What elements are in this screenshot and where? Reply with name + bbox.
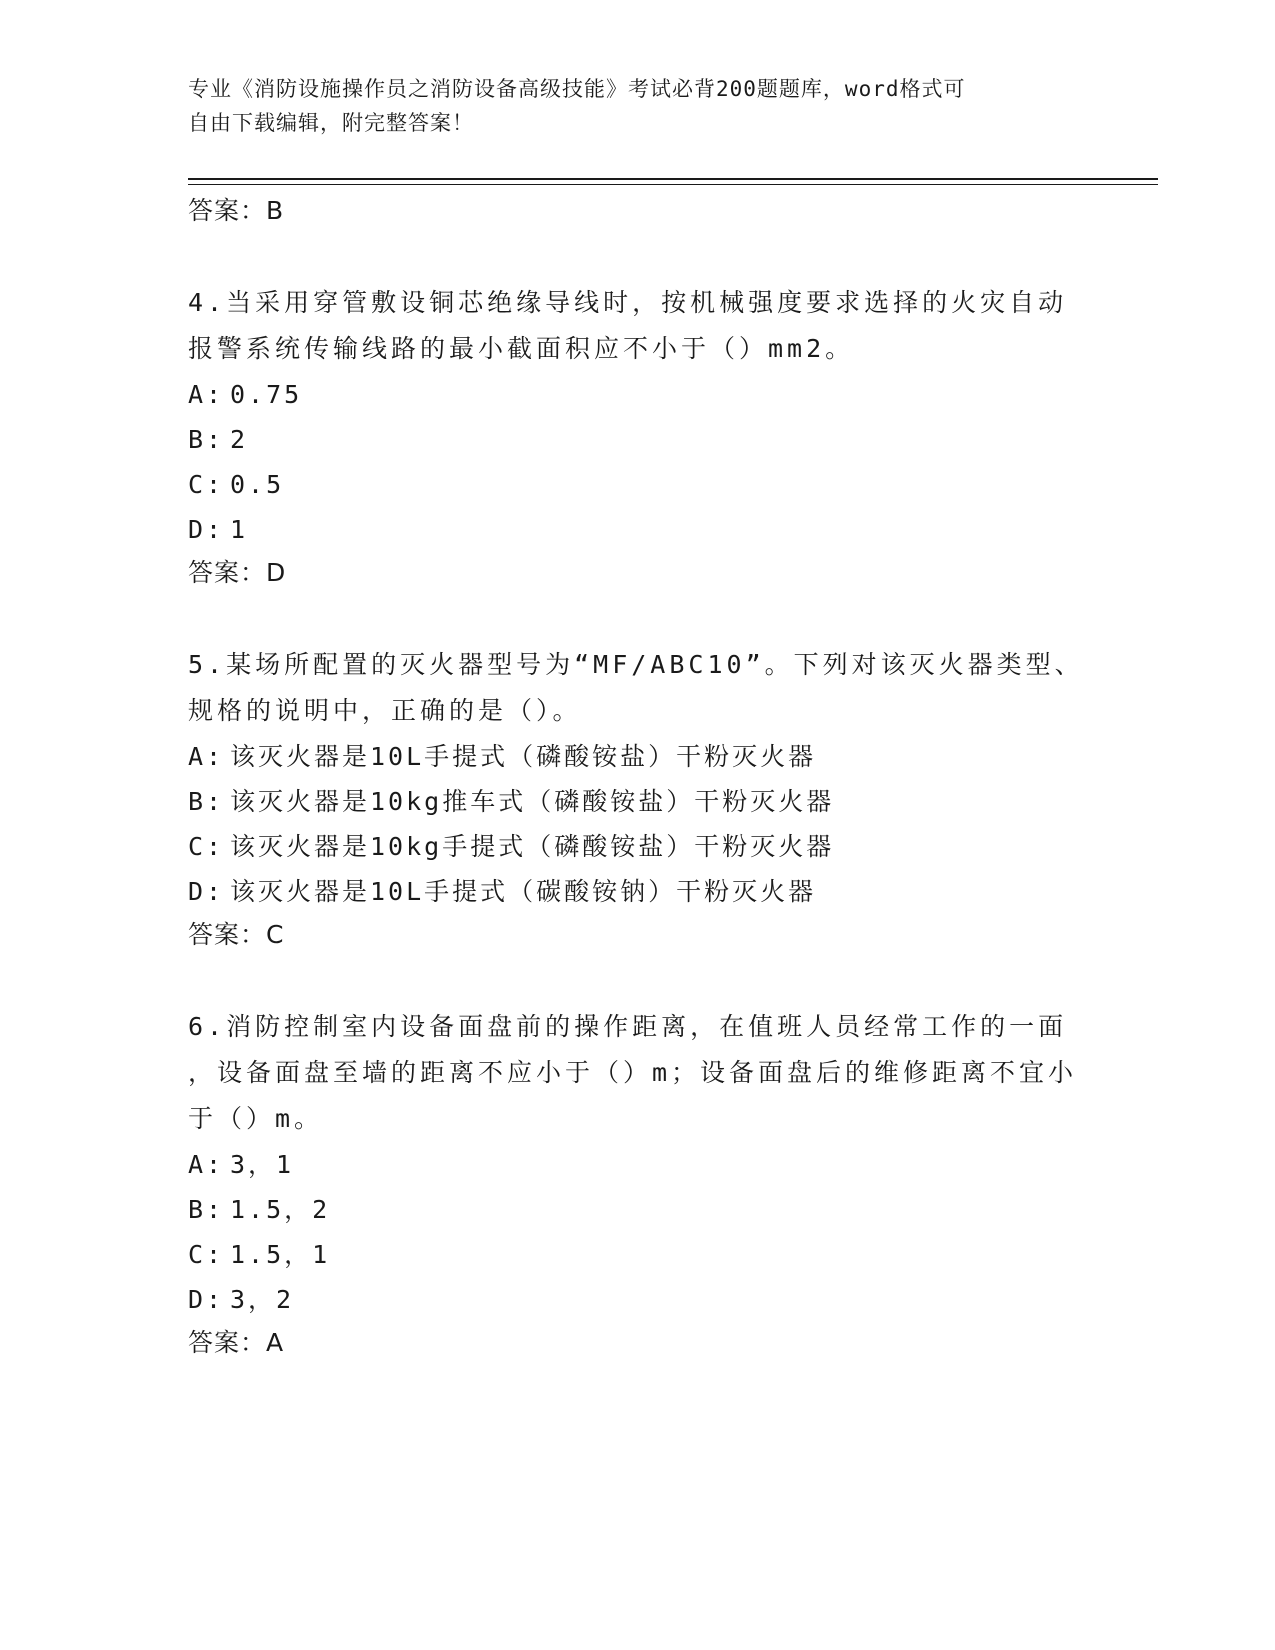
option-text: 1.5，1 — [230, 1240, 331, 1269]
option-key: C: — [188, 832, 225, 861]
stem-line: ，设备面盘至墙的距离不应小于（）m；设备面盘后的维修距离不宜小 — [188, 1058, 1078, 1087]
option-b — [188, 417, 1088, 462]
stem-line: 5.某场所配置的灭火器型号为“MF/ABC10”。下列对该灭火器类型、 — [188, 650, 1084, 679]
option-text: 该灭火器是10L手提式（磷酸铵盐）干粉灭火器 — [230, 742, 817, 771]
option-d — [188, 1277, 1088, 1322]
option-text: 该灭火器是10kg手提式（磷酸铵盐）干粉灭火器 — [230, 832, 835, 861]
option-text: 3，1 — [230, 1150, 295, 1179]
stem-line: 4.当采用穿管敷设铜芯绝缘导线时，按机械强度要求选择的火灾自动 — [188, 288, 1068, 317]
option-key: C: — [188, 1240, 225, 1269]
option-b — [188, 1187, 1088, 1232]
header-divider — [188, 178, 1158, 185]
question-stem — [188, 1004, 1088, 1142]
option-text: 3，2 — [230, 1285, 295, 1314]
header-line-2: 自由下载编辑，附完整答案！ — [188, 111, 474, 135]
option-c — [188, 1232, 1088, 1277]
option-d — [188, 869, 1088, 914]
option-text: 该灭火器是10L手提式（碳酸铵钠）干粉灭火器 — [230, 877, 817, 906]
question-stem — [188, 280, 1088, 372]
option-key: B: — [188, 1195, 225, 1224]
stem-line: 报警系统传输线路的最小截面积应不小于（）mm2。 — [188, 334, 855, 363]
stem-line: 于（）m。 — [188, 1104, 324, 1133]
answer-line: 答案：C — [188, 920, 285, 949]
document-header — [188, 72, 1088, 140]
answer-line: 答案：D — [188, 558, 287, 587]
option-key: A: — [188, 380, 225, 409]
option-a — [188, 1142, 1088, 1187]
option-key: A: — [188, 1150, 225, 1179]
option-text: 2 — [230, 425, 249, 454]
option-c — [188, 824, 1088, 869]
question-5 — [188, 642, 1088, 956]
option-key: A: — [188, 742, 225, 771]
option-b — [188, 779, 1088, 824]
stem-line: 规格的说明中，正确的是（）。 — [188, 696, 582, 725]
option-text: 0.5 — [230, 470, 285, 499]
option-a — [188, 734, 1088, 779]
option-a — [188, 372, 1088, 417]
option-key: D: — [188, 515, 225, 544]
previous-answer: 答案：B — [188, 196, 285, 225]
option-key: D: — [188, 877, 225, 906]
option-text: 该灭火器是10kg推车式（磷酸铵盐）干粉灭火器 — [230, 787, 835, 816]
header-line-1: 专业《消防设施操作员之消防设备高级技能》考试必背200题题库，word格式可 — [188, 77, 966, 101]
option-text: 1 — [230, 515, 249, 544]
stem-line: 6.消防控制室内设备面盘前的操作距离，在值班人员经常工作的一面 — [188, 1012, 1068, 1041]
option-key: D: — [188, 1285, 225, 1314]
question-stem — [188, 642, 1088, 734]
question-6 — [188, 1004, 1088, 1364]
option-key: B: — [188, 787, 225, 816]
option-key: C: — [188, 470, 225, 499]
question-4 — [188, 280, 1088, 594]
answer-line: 答案：A — [188, 1328, 285, 1357]
option-c — [188, 462, 1088, 507]
option-key: B: — [188, 425, 225, 454]
option-text: 1.5，2 — [230, 1195, 331, 1224]
document-body — [188, 190, 1088, 1364]
option-d — [188, 507, 1088, 552]
option-text: 0.75 — [230, 380, 303, 409]
